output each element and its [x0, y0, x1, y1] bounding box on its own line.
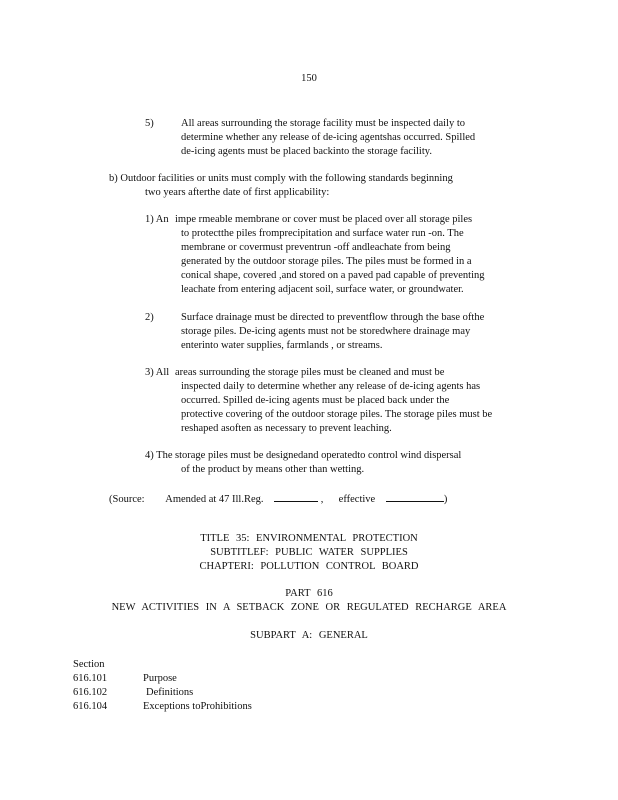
sub-4-paragraph — [175, 449, 462, 477]
paragraph-line: enterinto water supplies, farmlands , or streams. — [181, 340, 383, 351]
item-b-paragraph — [109, 172, 453, 200]
paragraph-line: occurred. Spilled de-icing agents must be placed back under the — [181, 395, 450, 406]
paragraph-line: membrane or covermust preventrun -off andleachate from being — [181, 242, 451, 253]
paragraph-line: conical shape, covered ,and stored on a paved pad capable of preventing — [181, 270, 485, 281]
sub-3-paragraph — [175, 366, 493, 436]
paragraph-line: areas surrounding the storage piles must be cleaned and must be — [175, 367, 445, 378]
paragraph-line: inspected daily to determine whether any release of de-icing agents has — [181, 381, 481, 392]
sub-3-marker: 3) All — [145, 367, 170, 378]
paragraph-line: determine whether any release of de-icing agentshas occurred. Spilled — [181, 132, 476, 143]
part-heading — [0, 587, 618, 615]
part-number: PART 616 — [285, 588, 333, 599]
section-number: 616.101 — [73, 673, 108, 684]
paragraph-line: generated by the outdoor storage piles. The piles must be formed in a — [181, 256, 472, 267]
source-prefix: (Source: — [109, 494, 145, 505]
paragraph-line: storage piles must be designedand operatedto control wind dispersal — [175, 450, 462, 461]
sub-2-paragraph — [181, 311, 484, 353]
section-title: Definitions — [146, 687, 194, 698]
section-title: Exceptions toProhibitions — [143, 701, 252, 712]
sub-1-marker: 1) An — [145, 214, 169, 225]
page-number-text: 150 — [301, 73, 317, 84]
toc-row — [73, 686, 193, 700]
paragraph-line: Surface drainage must be directed to preventflow through the base ofthe — [181, 312, 485, 323]
source-effective: effective — [338, 494, 376, 505]
item-5-paragraph — [181, 117, 475, 159]
paragraph-line: b) Outdoor facilities or units must comply with the following standards beginning — [109, 173, 453, 184]
source-amended: Amended at 47 Ill.Reg. — [165, 494, 264, 505]
paragraph-line: impe rmeable membrane or cover must be placed over all storage piles — [175, 214, 473, 225]
paragraph-line: leachate from entering adjacent soil, surface water, or groundwater. — [181, 284, 464, 295]
page-number — [0, 72, 618, 86]
paragraph-line: of the product by means other than wetting. — [181, 464, 365, 475]
paragraph-line: protective covering of the outdoor storage piles. The storage piles must be — [181, 409, 493, 420]
paragraph-line: All areas surrounding the storage facility must be inspected daily to — [181, 118, 466, 129]
subpart-heading — [0, 629, 618, 643]
title-line: TITLE 35: ENVIRONMENTAL PROTECTION — [200, 533, 418, 544]
toc-row — [73, 672, 177, 686]
source-note: (Source: Amended at 47 Ill.Reg. , effective ) — [109, 491, 447, 507]
paragraph-line: de-icing agents must be placed backinto the storage facility. — [181, 146, 432, 157]
sub-2-marker: 2) — [145, 312, 154, 323]
toc-row — [73, 700, 252, 714]
subpart-title: SUBPART A: GENERAL — [250, 630, 368, 641]
source-closing: ) — [443, 494, 448, 505]
toc-heading: Section — [73, 659, 105, 670]
part-name: NEW ACTIVITIES IN A SETBACK ZONE OR REGULATED RECHARGE AREA — [111, 602, 507, 613]
section-number: 616.104 — [73, 701, 108, 712]
item-5-marker: 5) — [145, 118, 154, 129]
sub-1-paragraph — [175, 213, 485, 297]
subtitle-line: SUBTITLEF: PUBLIC WATER SUPPLIES — [210, 547, 408, 558]
register-blank — [274, 491, 318, 502]
paragraph-line: to protectthe piles fromprecipitation and surface water run -on. The — [181, 228, 464, 239]
paragraph-line: two years afterthe date of first applicability: — [145, 187, 330, 198]
effective-date-blank — [386, 491, 444, 502]
paragraph-line: storage piles. De-icing agents must not be storedwhere drainage may — [181, 326, 471, 337]
section-title: Purpose — [143, 673, 177, 684]
sub-4-marker: 4) The — [145, 450, 173, 461]
paragraph-line: reshaped asoften as necessary to prevent leaching. — [181, 423, 392, 434]
section-number: 616.102 — [73, 687, 108, 698]
chapter-line: CHAPTERI: POLLUTION CONTROL BOARD — [199, 561, 419, 572]
title-block — [0, 532, 618, 574]
